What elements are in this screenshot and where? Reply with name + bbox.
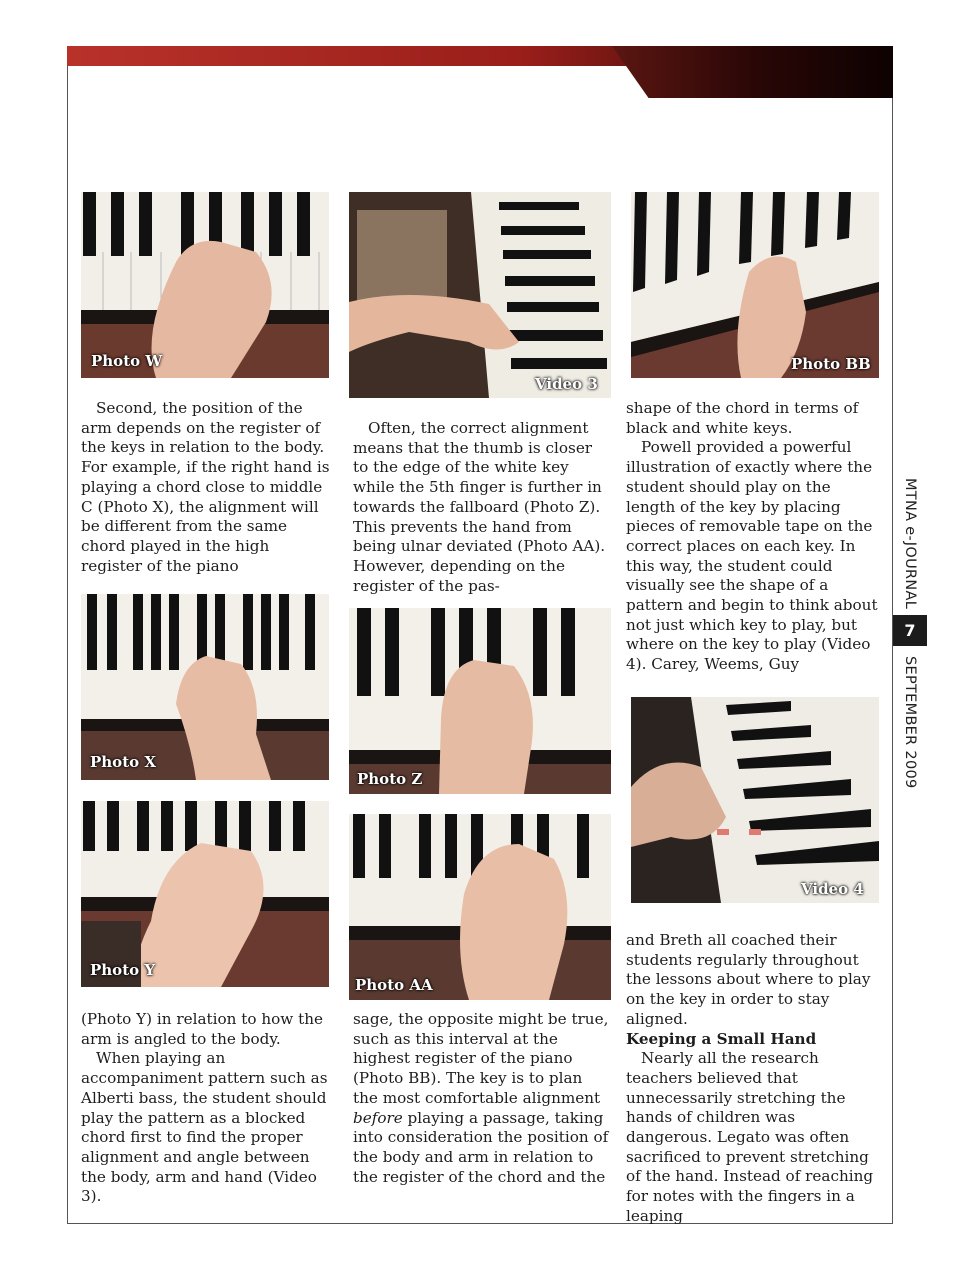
video-4[interactable] — [631, 697, 879, 903]
sidebar — [893, 470, 927, 800]
col3-bottom-text — [626, 931, 880, 1227]
video-3[interactable] — [349, 192, 611, 398]
photo-y — [81, 801, 329, 987]
emphasis: before — [353, 1108, 403, 1127]
paragraph: Powell provided a powerful illustration of exactly where the student should play on the length of the key by placing pieces of removable tape on the correct places on each key. In this way, the student could visually see the shape of a pattern and begin to think about not just which key to play, but where on the key to play (Video 4). Carey, Weems, Guy — [626, 438, 878, 674]
paragraph: and Breth all coached their students regularly throughout the lessons about where to play on the key in order to stay aligned. — [626, 931, 871, 1028]
text-run: sage, the opposite might be true, such as this interval at the highest register of the piano (Photo BB). The key is to plan the most comfortable alignment — [353, 1010, 609, 1107]
paragraph — [353, 1010, 609, 1187]
photo-bb — [631, 192, 879, 378]
photo-x-caption: Photo X — [90, 753, 156, 771]
header-bar — [67, 46, 893, 98]
section-heading: Keeping a Small Hand — [626, 1029, 817, 1048]
photo-w — [81, 192, 329, 378]
paragraph: shape of the chord in terms of black and white keys. — [626, 399, 859, 437]
photo-aa — [349, 814, 611, 1000]
header-dark-tab — [612, 46, 893, 98]
photo-aa-caption: Photo AA — [355, 976, 433, 994]
video-3-caption: Video 3 — [535, 375, 598, 393]
photo-y-caption: Photo Y — [90, 961, 156, 979]
col3-top-text — [626, 399, 880, 675]
text-run: playing a passage, taking into consideration the position of the body and arm in relation to the register of the chord and the — [353, 1108, 609, 1186]
col2-bottom-text — [353, 1010, 609, 1187]
photo-z-caption: Photo Z — [357, 770, 423, 788]
photo-w-caption: Photo W — [91, 352, 163, 370]
paragraph: Nearly all the research teachers believed that unnecessarily stretching the hands of children was dangerous. Legato was often sacrificed to prevent stretching of the hand. Instead of reaching for notes with the fingers in a leaping — [626, 1049, 874, 1225]
paragraph: Often, the correct alignment means that the thumb is closer to the edge of the white key while the 5th finger is further in towards the fallboard (Photo Z). This prevents the hand from being ulnar deviated (Photo AA). However, depending on the register of the pas- — [353, 419, 606, 595]
issue-date: SEPTEMBER 2009 — [902, 656, 918, 789]
video-4-caption: Video 4 — [801, 880, 864, 898]
photo-bb-caption: Photo BB — [791, 355, 871, 373]
page-number: 7 — [893, 615, 927, 646]
col1-bottom-text — [81, 1010, 335, 1207]
journal-name: MTNA e-JOURNAL — [902, 478, 918, 610]
paragraph: Second, the position of the arm depends on the register of the keys in relation to the body. For example, if the right hand is playing a chord close to middle C (Photo X), the alignment will be different from the same chord played in the high register of the piano — [81, 399, 330, 575]
col1-top-text — [81, 399, 333, 576]
col2-top-text — [353, 419, 609, 596]
photo-z — [349, 608, 611, 794]
paragraph: (Photo Y) in relation to how the arm is angled to the body. — [81, 1010, 323, 1048]
paragraph: When playing an accompaniment pattern such as Alberti bass, the student should play the pattern as a blocked chord first to find the proper alignment and angle between the body, arm and hand (Video 3). — [81, 1049, 328, 1206]
